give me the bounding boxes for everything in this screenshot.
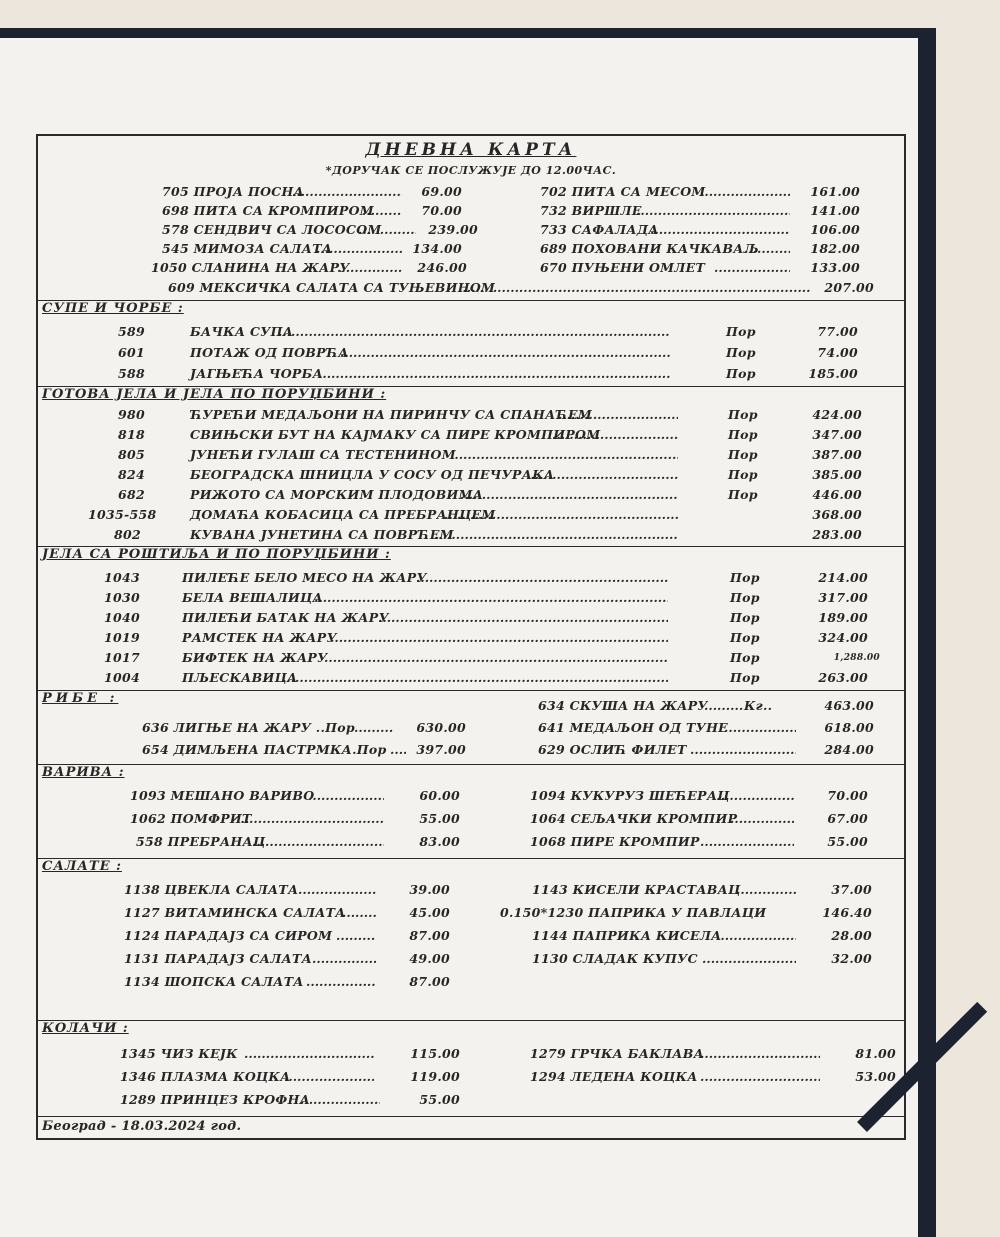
menu-title: ДНЕВНА КАРТА bbox=[365, 140, 577, 160]
list-item: 1040 ПИЛЕЋИ БАТАК НА ЖАРУ ..... Пор 189.00 bbox=[104, 610, 874, 626]
list-item: 702 ПИТА СА МЕСОМ ..... 161.00 bbox=[540, 184, 860, 200]
list-item: 1294 ЛЕДЕНА КОЦКА ..... 53.00 bbox=[530, 1069, 900, 1085]
sides-section bbox=[38, 764, 904, 859]
desserts-section bbox=[38, 1020, 904, 1117]
list-item: 636 ЛИГЊЕ НА ЖАРУ ..Пор ..... 630.00 bbox=[142, 720, 468, 736]
list-item: 601 ПОТАЖ ОД ПОВРЋА ..... Пор 74.00 bbox=[118, 345, 858, 361]
list-item: 0.150*1230 ПАПРИКА У ПАВЛАЦИ 146.40 bbox=[500, 905, 872, 920]
list-item: 1130 СЛАДАК КУПУС ..... 32.00 bbox=[532, 951, 876, 967]
ready-meals-section bbox=[38, 386, 904, 547]
list-item: 629 ОСЛИЋ ФИЛЕТ ..... 284.00 bbox=[538, 742, 876, 758]
list-item: 545 МИМОЗА САЛАТА ..... 134.00 bbox=[162, 241, 462, 257]
list-item: 824 БЕОГРАДСКА ШНИЦЛА У СОСУ ОД ПЕЧУРАКА ..... Пор 385.00 bbox=[88, 467, 878, 483]
list-item: 1127 ВИТАМИНСКА САЛАТА ..... 45.00 bbox=[124, 905, 454, 921]
list-item: 1017 БИФТЕК НА ЖАРУ ..... Пор 1,288.00 bbox=[104, 650, 884, 666]
daily-menu bbox=[36, 134, 906, 1140]
section-heading: СУПЕ И ЧОРБЕ : bbox=[42, 301, 184, 316]
list-item: 698 ПИТА СА КРОМПИРОМ ..... 70.00 bbox=[162, 203, 462, 219]
menu-subtitle: *ДОРУЧАК СЕ ПОСЛУЖУЈЕ ДО 12.00ЧАС. bbox=[325, 164, 617, 177]
list-item: 802 КУВАНА ЈУНЕТИНА СА ПОВРЋЕМ ..... 283.00 bbox=[88, 527, 878, 543]
section-heading: КОЛАЧИ : bbox=[42, 1021, 129, 1036]
list-item: 1035-558 ДОМАЋА КОБАСИЦА СА ПРЕБРАНЦЕМ ..... 368.00 bbox=[88, 507, 878, 523]
list-item: 682 РИЖОТО СА МОРСКИМ ПЛОДОВИМА ..... Пор 446.00 bbox=[88, 487, 878, 503]
list-item: 1144 ПАПРИКА КИСЕЛА ..... 28.00 bbox=[532, 928, 876, 944]
grill-section bbox=[38, 546, 904, 691]
list-item: 733 САФАЛАДА ..... 106.00 bbox=[540, 222, 860, 238]
fish-section bbox=[38, 690, 904, 765]
list-item: 980 ЋУРЕЋИ МЕДАЉОНИ НА ПИРИНЧУ СА СПАНАЋЕМ ..... Пор 424.00 bbox=[88, 407, 878, 423]
section-heading: ЈЕЛА СА РОШТИЉА И ПО ПОРУЏБИНИ : bbox=[42, 547, 391, 562]
list-item: 589 БАЧКА СУПА ..... Пор 77.00 bbox=[118, 324, 858, 340]
soups-section bbox=[38, 300, 904, 387]
list-item: 1004 ПЉЕСКАВИЦА ..... Пор 263.00 bbox=[104, 670, 874, 686]
section-heading: ГОТОВА ЈЕЛА И ЈЕЛА ПО ПОРУЏБИНИ : bbox=[42, 387, 387, 402]
list-item: 732 ВИРШЛЕ ..... 141.00 bbox=[540, 203, 860, 219]
breakfast-section bbox=[38, 136, 904, 301]
list-item: 1279 ГРЧКА БАКЛАВА ..... 81.00 bbox=[530, 1046, 900, 1062]
list-item: 670 ПУЊЕНИ ОМЛЕТ ..... 133.00 bbox=[540, 260, 860, 276]
list-item: 641 МЕДАЉОН ОД ТУНЕ ..... 618.00 bbox=[538, 720, 876, 736]
list-item: 558 ПРЕБРАНАЦ ..... 83.00 bbox=[136, 834, 460, 850]
list-item: 705 ПРОЈА ПОСНА ..... 69.00 bbox=[162, 184, 462, 200]
list-item: 1345 ЧИЗ КЕЈК ..... 115.00 bbox=[120, 1046, 466, 1062]
list-item: 609 МЕКСИЧКА САЛАТА СА ТУЊЕВИНОМ ..... 207.00 bbox=[168, 280, 874, 296]
list-item: 1068 ПИРЕ КРОМПИР ..... 55.00 bbox=[530, 834, 870, 850]
list-item: 1043 ПИЛЕЋЕ БЕЛО МЕСО НА ЖАРУ ..... Пор 214.00 bbox=[104, 570, 874, 586]
list-item: 1124 ПАРАДАЈЗ СА СИРОМ ..... 87.00 bbox=[124, 928, 454, 944]
footer-section bbox=[38, 1116, 904, 1140]
section-heading: САЛАТЕ : bbox=[42, 859, 122, 874]
list-item: 1289 ПРИНЦЕЗ КРОФНА ..... 55.00 bbox=[120, 1092, 466, 1108]
list-item: 1346 ПЛАЗМА КОЦКА ..... 119.00 bbox=[120, 1069, 466, 1085]
list-item: 805 ЈУНЕЋИ ГУЛАШ СА ТЕСТЕНИНОМ ..... Пор 387.00 bbox=[88, 447, 878, 463]
list-item: 1093 МЕШАНО ВАРИВО ..... 60.00 bbox=[130, 788, 460, 804]
list-item: 818 СВИЊСКИ БУТ НА КАЈМАКУ СА ПИРЕ КРОМПИРОМ ..... Пор 347.00 bbox=[88, 427, 878, 443]
list-item: 1134 ШОПСКА САЛАТА ..... 87.00 bbox=[124, 974, 454, 990]
footer-date: Београд - 18.03.2024 год. bbox=[42, 1119, 242, 1134]
list-item: 1094 КУКУРУЗ ШЕЋЕРАЦ ..... 70.00 bbox=[530, 788, 870, 804]
list-item: 1131 ПАРАДАЈЗ САЛАТА ..... 49.00 bbox=[124, 951, 454, 967]
list-item: 1050 СЛАНИНА НА ЖАРУ ..... 246.00 bbox=[151, 260, 467, 276]
list-item: 1062 ПОМФРИТ ..... 55.00 bbox=[130, 811, 460, 827]
list-item: 1138 ЦВЕКЛА САЛАТА ..... 39.00 bbox=[124, 882, 454, 898]
list-item: 654 ДИМЉЕНА ПАСТРМКА.Пор ..... 397.00 bbox=[142, 742, 468, 758]
list-item: 578 СЕНДВИЧ СА ЛОСОСОМ ..... 239.00 bbox=[162, 222, 478, 238]
list-item: 1019 РАМСТЕК НА ЖАРУ ..... Пор 324.00 bbox=[104, 630, 874, 646]
list-item: 634 СКУША НА ЖАРУ ..... Кг.. 463.00 bbox=[538, 698, 876, 714]
list-item: 1030 БЕЛА ВЕШАЛИЦА ..... Пор 317.00 bbox=[104, 590, 874, 606]
section-heading: РИБЕ : bbox=[42, 691, 119, 706]
salads-section bbox=[38, 858, 904, 1021]
list-item: 1064 СЕЉАЧКИ КРОМПИР ..... 67.00 bbox=[530, 811, 870, 827]
list-item: 1143 КИСЕЛИ КРАСТАВАЦ ..... 37.00 bbox=[532, 882, 876, 898]
list-item: 689 ПОХОВАНИ КАЧКАВАЉ ..... 182.00 bbox=[540, 241, 860, 257]
section-heading: ВАРИВА : bbox=[42, 765, 125, 780]
list-item: 588 ЈАГЊЕЋА ЧОРБА ..... Пор 185.00 bbox=[118, 366, 858, 382]
